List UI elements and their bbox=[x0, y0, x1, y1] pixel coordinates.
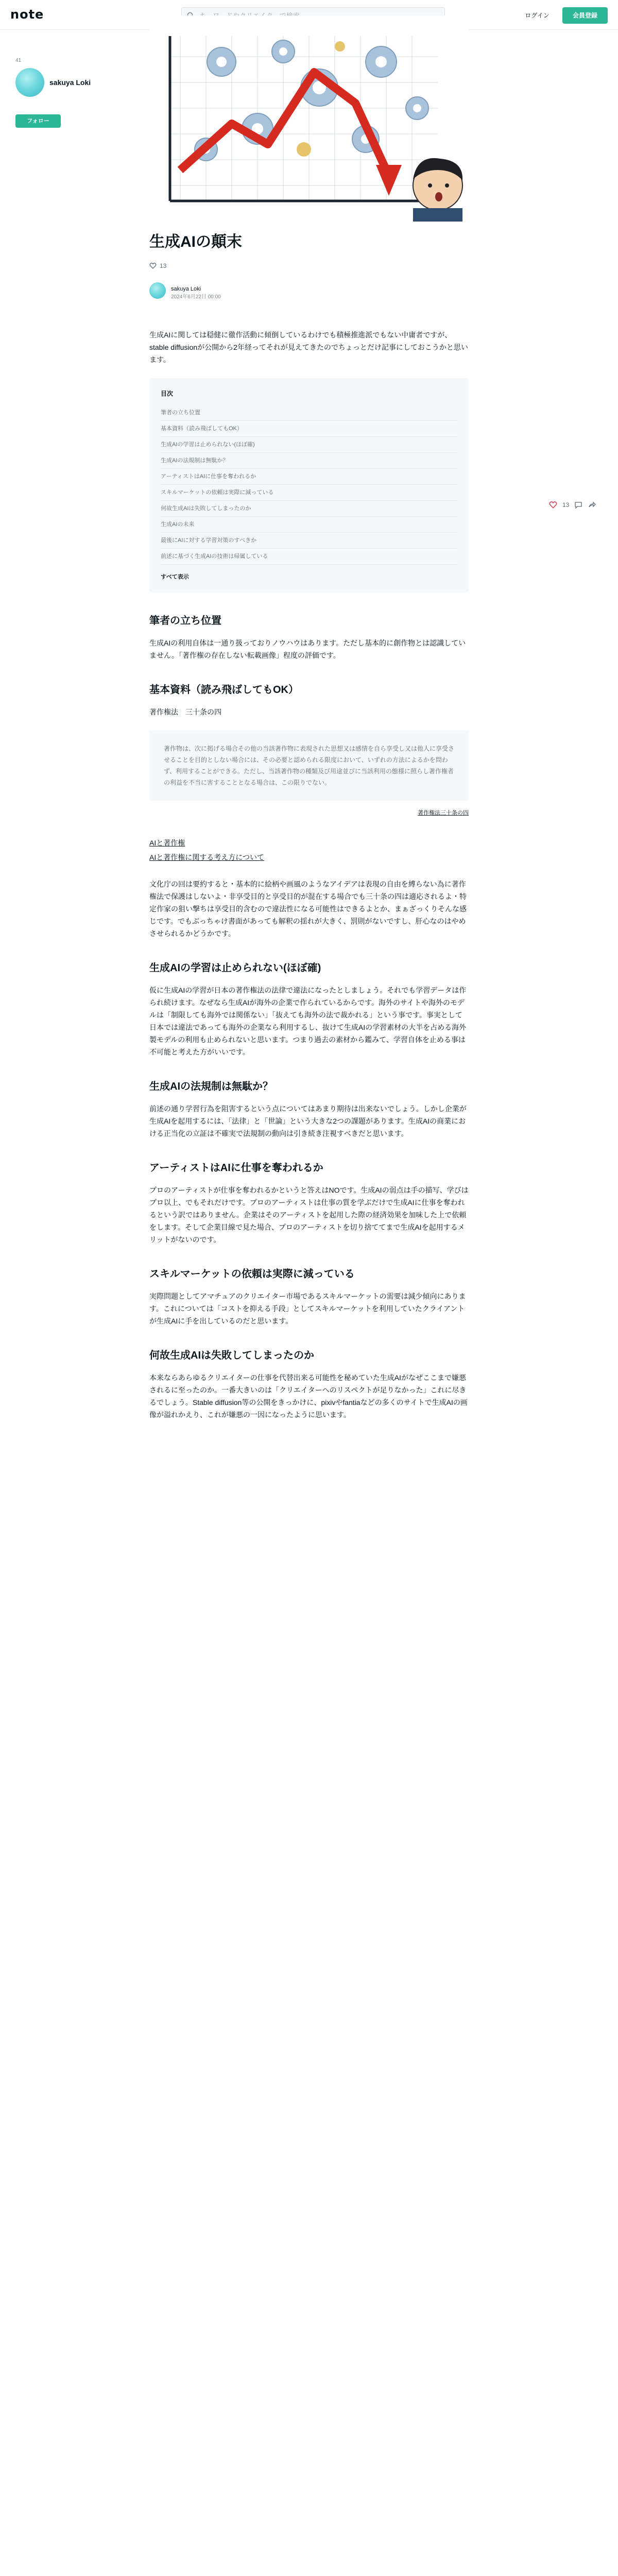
toc-item[interactable]: 最後にAIに対する学習対策のすべきか bbox=[161, 533, 457, 549]
follow-label: フォロー bbox=[27, 118, 49, 124]
quote-source-link[interactable]: 著作権法三十条の四 bbox=[418, 810, 469, 816]
hero-image bbox=[149, 15, 469, 222]
author-name[interactable]: sakuya Loki bbox=[171, 286, 201, 292]
section-heading: スキルマーケットの依頼は実際に減っている bbox=[149, 1268, 355, 1280]
like-count: 13 bbox=[160, 262, 167, 269]
creator-name[interactable]: sakuya Loki bbox=[49, 78, 91, 87]
article-body bbox=[149, 232, 469, 1433]
section-heading: 生成AIの法規制は無駄か？ bbox=[149, 1081, 273, 1092]
toc-list bbox=[161, 405, 457, 565]
toc-item[interactable]: 筆者の立ち位置 bbox=[161, 405, 457, 421]
note-logo[interactable]: note bbox=[10, 7, 44, 22]
intro-paragraph: 生成AIに関しては穏健に徹作活動に傾倒しているわけでも積極推進派でもない中庸者ですが、stable diffusionが公開から2年経ってそれが見えてきたのでちょっとだけ記事にしておこうかと思います。 bbox=[149, 331, 468, 364]
toc-item[interactable]: 基本資料（読み飛ばしてもOK） bbox=[161, 421, 457, 437]
follower-count: 41 bbox=[15, 58, 22, 63]
toc-item[interactable]: 何故生成AIは失敗してしまったのか bbox=[161, 501, 457, 517]
table-of-contents bbox=[149, 378, 469, 592]
toc-item[interactable]: スキルマーケットの依頼は実際に減っている bbox=[161, 485, 457, 501]
toc-item[interactable]: 生成AIの学習は止められない(ほぼ確) bbox=[161, 437, 457, 453]
section-heading: 基本資料（読み飛ばしてもOK） bbox=[149, 684, 299, 696]
toc-title: 目次 bbox=[161, 390, 174, 397]
heart-icon[interactable] bbox=[149, 262, 157, 269]
section-paragraph: プロのアーティストが仕事を奪われるかというと答えはNOです。生成AIの弱点は手の描写、学びはプロ以上、でもそれだけです。プロのアーティストは仕事の質を学ぶだけで生成AIに仕事を奪われるという訳ではありません。企業はそのアーティストを起用した際の経済効果を加味した上で依頼をします。そして企業目線で見た場合、プロのアーティストを切り捨ててまで生成AIを起用するメリットがないのです。 bbox=[149, 1186, 469, 1244]
section-paragraph: 著作権法 三十条の四 bbox=[149, 708, 221, 716]
section-paragraph: 本来ならあらゆるクリエイターの仕事を代替出来る可能性を秘めていた生成AIがなぜここまで嫌悪されるに至ったのか。一番大きいのは「クリエイターへのリスペクトが足りなかった」これに尽きるでしょう。Stable diffusion等の公開をきっかけに、pixivやfantiaなどの多くのサイトで生成AIの画像が溢れかえり、これが嫌悪の一因になったように思います。 bbox=[149, 1374, 468, 1419]
section-heading: アーティストはAIに仕事を奪われるか bbox=[149, 1162, 323, 1174]
comment-icon[interactable] bbox=[574, 501, 582, 509]
floating-like-count: 13 bbox=[562, 501, 570, 509]
creator-panel bbox=[15, 58, 113, 124]
section-paragraph: 仮に生成AIの学習が日本の著作権法の法律で違法になったとしましょう。それでも学習データは作られ続けます。なぜなら生成AIが海外の企業で作られているからです。海外のサイトや海外のモデルは「制限しても海外では関係ない」「抜えても海外の法で裁かれる」という事です。事実として日本では違法であっても海外の企業なら利用するし、抜けて生成AIの学習素材の大半を占める海外製モデルの利用も止められないと思います。つまり過去の素材から鑑みて、学習自体を止める事は不可能と考えた方がいいです。 bbox=[149, 986, 467, 1056]
section-paragraph: 文化庁の回は要約すると・基本的に絵柄や画風のようなアイデアは表現の自由を縛らない為に著作権法で保護はしないよ・非享受目的と享受目的が混在する場合でも三十条の四は適応されるよ・特定作家の狙い撃ちは享受目的含むので違法性になる可能性はできるよとか、まぁざっくりそんな感じです。でもぶっちゃけ書面があっても解釈の揺れが大きく、罰則がないですし、肝心なのはやめさせられるかどうかです。 bbox=[149, 880, 467, 938]
blockquote: 著作物は、次に掲げる場合その他の当該著作物に表現された思想又は感情を自ら享受し又は他人に享受させることを目的としない場合には、その必要と認められる限度において、いずれの方法によるかを問わず、利用することができる。ただし、当該著作物の種類及び用途並びに当該利用の態様に照らし著作権者の利益を不当に害することとなる場合は、この限りでない。 bbox=[149, 731, 469, 801]
external-link[interactable]: AIと著作権に関する考え方について bbox=[149, 853, 264, 861]
toc-item[interactable]: 生成AIの法規制は無駄か？ bbox=[161, 453, 457, 469]
share-icon[interactable] bbox=[588, 501, 596, 509]
heart-icon[interactable] bbox=[549, 501, 557, 509]
author-row bbox=[149, 282, 469, 302]
login-button[interactable]: ログイン bbox=[525, 12, 550, 19]
author-avatar[interactable] bbox=[149, 282, 166, 299]
section-heading: 生成AIの学習は止められない(ほぼ確) bbox=[149, 962, 321, 974]
post-date: 2024年6月22日 00:00 bbox=[171, 294, 221, 300]
register-button[interactable]: 会員登録 bbox=[562, 7, 608, 24]
toc-show-all-button[interactable]: すべて表示 bbox=[161, 574, 189, 580]
follow-button[interactable] bbox=[15, 114, 61, 128]
section-paragraph: 生成AIの利用自体は一通り扱っておりノウハウはあります。ただし基本的に創作物とは認識していません。「著作権の存在しない転載画像」程度の評価です。 bbox=[149, 639, 466, 659]
floating-action-bar bbox=[549, 499, 616, 511]
external-link[interactable]: AIと著作権 bbox=[149, 839, 185, 847]
toc-item[interactable]: 前述に基づく生成AIの技術は帰属している bbox=[161, 549, 457, 565]
toc-item[interactable]: 生成AIの未来 bbox=[161, 517, 457, 533]
section-heading: 筆者の立ち位置 bbox=[149, 615, 221, 626]
section-heading: 何故生成AIは失敗してしまったのか bbox=[149, 1350, 314, 1361]
hero-illustration bbox=[149, 15, 469, 222]
toc-item[interactable]: アーティストはAIに仕事を奪われるか bbox=[161, 469, 457, 485]
article-title: 生成AIの顛末 bbox=[149, 233, 242, 250]
section-paragraph: 前述の通り学習行為を阻害するという点についてはあまり期待は出来ないでしょう。しかし企業が生成AIを起用するには、「法律」と「世論」という大きな2つの課題があります。生成AIの商業における正当化の立証は不確実で法規制の動向は引き続き注視すべきだと思います。 bbox=[149, 1105, 467, 1138]
creator-avatar[interactable] bbox=[15, 68, 44, 97]
section-paragraph: 実際問題としてアマチュアのクリエイター市場であるスキルマーケットの需要は減少傾向にあります。これについては「コストを抑える手段」としてスキルマーケットを利用していたクライアントが生成AIに手を出しているのだと思います。 bbox=[149, 1292, 466, 1325]
like-row bbox=[149, 260, 469, 272]
